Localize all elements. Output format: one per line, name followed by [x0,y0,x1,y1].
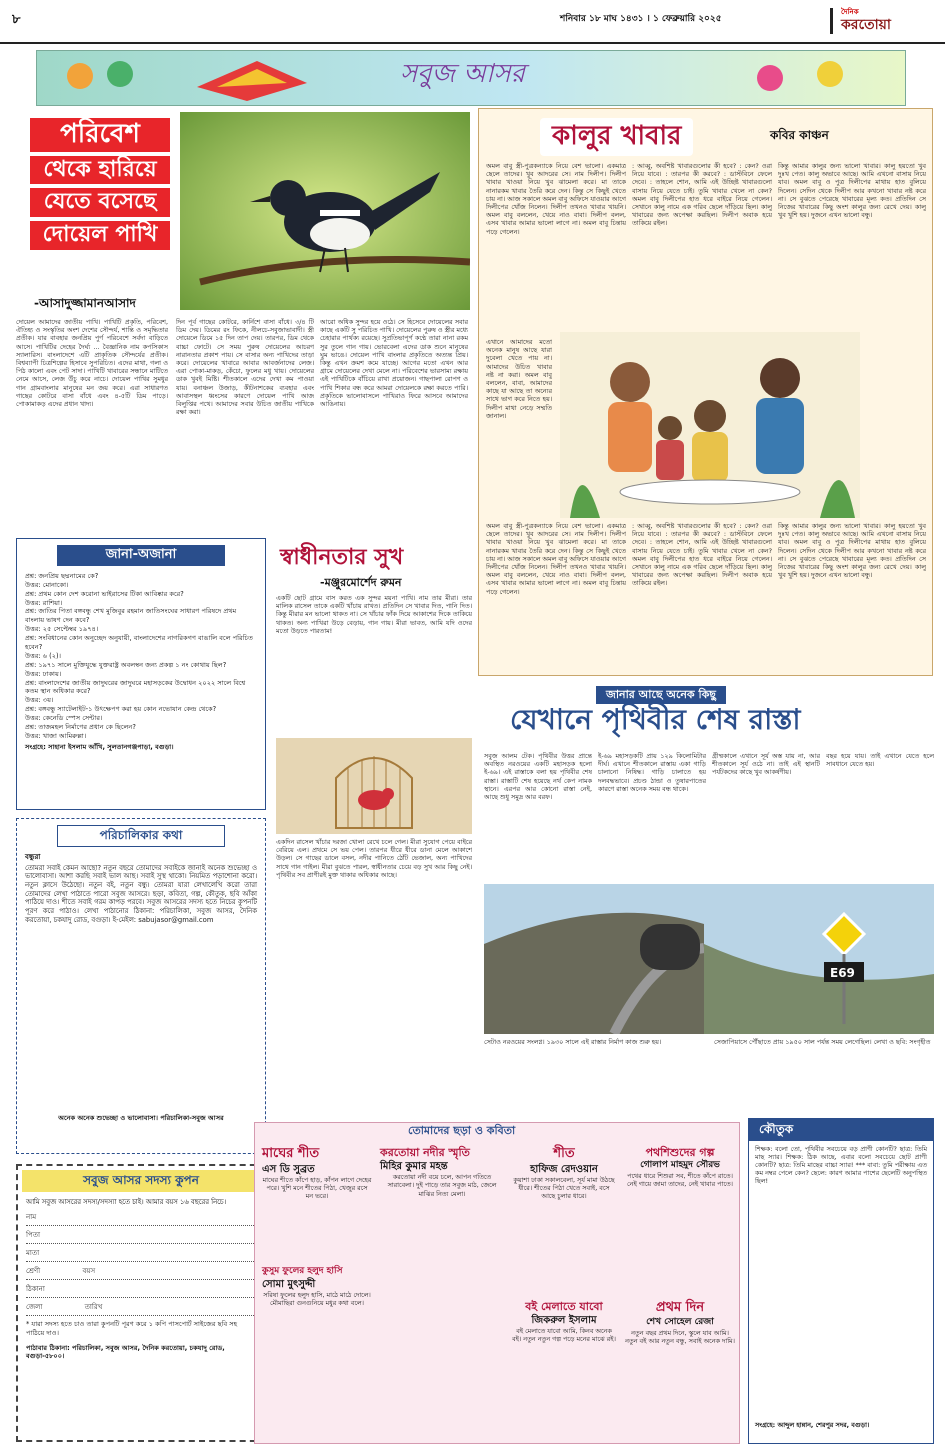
cartoon-kid-icon [107,61,133,87]
poem-title: মাঘের শীত [262,1146,320,1161]
page-header [0,0,945,44]
quiz-line: প্রশ্ন: জাতির পিতা বঙ্গবন্ধু শেখ মুজিবুর রহমান জাতিসংঘের সাধারণ পরিষদে প্রথম বাংলায় ভাষণ দেন কবে? [25,607,237,625]
poem-title: পথশিশুদের গল্প [645,1146,715,1159]
poem-title: বই মেলাতে যাবো [525,1300,603,1313]
headline-line: থেকে হারিয়ে [30,156,170,185]
story-bottom-text: : আব্বু, অবশিষ্ট খাবারগুলোর কী হবে? : কেন? ওরা নিয়ে যাবে। : তারপর কী করবে? : ডাস্টবিনে ফেলে দেবে। : তাহলে শোন, আমি এই উচ্ছিষ্ট খাবারগুলো বাসায় নিয়ে যেতে চাই। তুমি খাবার খেলে না কেন? অমল বাবু দিলীপের হাত ধরে বাইরে নিয়ে গেলেন। সেখানে কালু নামে এক গরিব ছেলে দাঁড়িয়ে ছিল। কালু খাবারের জন্য অপেক্ষা করছিল। দিলীপ অবাক হয়ে তাকিয়ে রইল। [632,522,772,588]
date-line: শনিবার ১৮ মাঘ ১৪৩১ । ১ ফেব্রুয়ারি ২০২৫ [560,14,722,24]
travel-column: সেজাপিয়াসে পৌঁছাতে প্রায় ১৯৫০ সাল পর্যন্ত সময় লেগেছিল। লেখা ও ছবি: সংগৃহীত [714,1038,931,1046]
poem-author: এস ডি সুব্রত [262,1163,315,1175]
editor-note-sign: অনেক অনেক শুভেচ্ছা ও ভালোবাসা। পরিচালিকা-সবুজ আসর [58,1113,224,1122]
bird-cage-photo [276,738,472,834]
quiz-line: প্রশ্ন: জনপ্রিয় ছদ্মনামের কে? [25,571,99,580]
coupon-field[interactable]: মাতা [26,1244,256,1262]
poem-text: বই মেলাতে যাবো আমি, কিনব অনেক বই। নতুন নতুন গল্প পড়ে মনের মাঝে রই। [512,1327,616,1344]
poem-title: প্রথম দিন [655,1300,705,1315]
coupon-field[interactable]: জেলা তারিখ [26,1298,256,1316]
editor-note-body: তোমরা সবাই কেমন আছো? নতুন বছরে তোমাদের সবাইকে জানাই অনেক শুভেচ্ছা ও ভালোবাসা। আশা করছি সবাই ভাল আছ। সবাই সুস্থ থাকো। নিয়মিত পড়াশোনা করো। নতুন ক্লাসে উঠেছো। নতুন বই, নতুন বন্ধু। তোমরা যারা লেখালেখি করো তারা তোমাদের লেখা পাঠাতে পারো সবুজ আসরে। ছড়া, কবিতা, গল্প, কৌতুক, ছবি আঁকা পাঠিয়ে দাও। শীতে সবাই গরম কাপড় পরবে। সবুজ আসরের সদস্য হতে নিচের কুপনটি পূরণ করে পাঠাও। লেখা পাঠানোর ঠিকানা: পরিচালিকা, সবুজ আসর, দৈনিক করতোয়া, চকযাদু রোড, বগুড়া। ই-মেইল: sabujasor@gmail.com [25,863,257,924]
poem [624,1300,736,1429]
page-number: ৮ [12,12,21,27]
travel-kicker: জানার আছে অনেক কিছু [596,686,726,704]
kite-icon [197,57,307,101]
story-column: : আব্বু, অবশিষ্ট খাবারগুলোর কী হবে? : কেন? ওরা নিয়ে যাবে। : তারপর কী করবে? : ডাস্টবিনে ফেলে দেবে। : তাহলে শোন, আমি এই উচ্ছিষ্ট খাবারগুলো বাসায় নিয়ে যেতে চাই। তুমি খাবার খেলে না কেন? অমল বাবু দিলীপের হাত ধরে বাইরে নিয়ে গেলেন। সেখানে কালু নামে এক গরিব ছেলে দাঁড়িয়ে ছিল। কালু খাবারের জন্য অপেক্ষা করছিল। দিলীপ অবাক হয়ে তাকিয়ে রইল। [632,162,772,228]
quiz-line: উত্তর: ৬ (২)। [25,651,61,660]
poem [512,1146,616,1286]
coupon-field[interactable]: শ্রেণী বয়স [26,1262,256,1280]
poem [262,1146,372,1260]
headline-line: পরিবেশ [30,118,170,152]
poem-text: নতুন বছর প্রথম দিনে, স্কুলে যাব আমি। নতুন বই আর নতুন বন্ধু, সবাই অনেক দামি। [625,1328,735,1345]
quiz-line: উত্তর: মোনাকো। [25,580,69,589]
coupon-intro: আমি সবুজ আসরের সদস্য/সদস্যা হতে চাই। আমার বয়স ১৬ বছরের নিচে। [26,1197,227,1206]
logo-small: দৈনিক [841,8,859,16]
story2-author: -মঞ্জুরমোর্শেদ রুমন [320,576,402,589]
story2-body: একদিন রাসেল খাঁচার দরজা খোলা রেখে চলে গেল। মীরা সুযোগ পেয়ে বাইরে বেরিয়ে এল। প্রথমে সে ভয় পেল। তারপর ধীরে ধীরে ডানা মেলে আকাশে উড়ল। সে গাছের ডালে বসল, নদীর পানিতে ঠোঁট ভেজাল, অন্য পাখিদের সাথে গান গাইল। মীরা বুঝতে পারল, স্বাধীনতার চেয়ে বড় সুখ আর কিছু নেই। পৃথিবীর সব প্রাণীরই মুক্ত থাকার অধিকার আছে। [276,838,472,879]
travel-column: গ্রীষ্মকালে এখানে সূর্য অস্ত যায় না, আর শীতকালে সূর্য ওঠে না। তাই এই স্থানটি পর্যটকদের কাছে খুব আকর্ষণীয়। [712,752,820,777]
poem-text: সরিষা ফুলের হলুদ হাসি, মাঠে মাঠে দোলে। মৌমাছিরা গুনগুনিয়ে মধুর কথা বলে। [263,1290,371,1307]
coupon-field[interactable]: নাম [26,1208,256,1226]
magpie-robin-photo [180,112,470,310]
newspaper-logo [830,8,891,34]
poem [262,1266,372,1431]
poems-section-title: তোমাদের ছড়া ও কবিতা [408,1124,516,1137]
coupon-note: * যারা সদস্য হতে চাও তারা কুপনটি পূরণ করে ১ কপি পাসপোর্ট সাইজের ছবি সহ পাঠিয়ে দাও। [26,1320,238,1337]
story-bottom-text: অমল বাবু স্ত্রী-পুত্রকন্যাকে নিয়ে বেশ ভালো। একমাত্র ছেলে তাদের। খুব আদরের সে। নাম দিলীপ। দিলীপ খাবার খাওয়া নিয়ে খুব ঝামেলা করে। মা তাকে নানারকম খাবার তৈরি করে দেন। কিন্তু সে কিছুই খেতে চায় না। আজ সকালে অমল বাবু অফিসে যাওয়ার আগে দিলীপের খোঁজ নিলেন। দিলীপ তখনও খাবার খায়নি। অমল বাবু বললেন, খেয়ে নাও বাবা। দিলীপ বলল, এসব খাবার আমার ভালো লাগে না। অমল বাবু চিন্তায় পড়ে গেলেন। [486,522,626,596]
story-author: কবির কাঞ্চন [770,128,829,142]
story-column: এখানে আমাদের মতো অনেক মানুষ আছে যারা দুবেলা খেতে পায় না। আমাদের উচিত খাবার নষ্ট না করা। অমল বাবু বললেন, বাবা, আমাদের কাছে যা আছে তা অন্যের সাথে ভাগ করে নিতে হয়। দিলীপ মাথা নেড়ে সম্মতি জানাল। [486,338,552,420]
poem-text: পথের ধারে শিশুরা সব, শীতে কাঁপে রাতে। নেই গায়ে জামা তাদের, নেই খাবার পাতে। [627,1171,733,1189]
headline-line: দোয়েল পাখি [30,221,170,250]
travel-column: ই-৬৯ মহাসড়কটি প্রায় ১২৯ কিলোমিটার দীর্ঘ। এখানে শীতকালে রাস্তায় একা গাড়ি চালানো নিষিদ্ধ। গাড়ি চালাতে হয় দলবদ্ধভাবে। প্রচণ্ড ঠান্ডা ও তুষারপাতের কারণে রাস্তা অনেক সময় বন্ধ থাকে। [598,752,706,793]
poem-title: শীত [553,1146,575,1161]
quiz-line: প্রশ্ন: বঙ্গবন্ধু স্যাটেলাইট-১ উৎক্ষেপণ করা হয় কোন নভোযান কেন্দ্র থেকে? [25,705,217,714]
cartoon-kid-icon [817,61,843,87]
quiz-line: উত্তর: ঢাকায়। [25,669,62,678]
story-column: অমল বাবু স্ত্রী-পুত্রকন্যাকে নিয়ে বেশ ভালো। একমাত্র ছেলে তাদের। খুব আদরের সে। নাম দিলীপ। দিলীপ খাবার খাওয়া নিয়ে খুব ঝামেলা করে। মা তাকে নানারকম খাবার তৈরি করে দেন। কিন্তু সে কিছুই খেতে চায় না। আজ সকালে অমল বাবু অফিসে যাওয়ার আগে দিলীপের খোঁজ নিলেন। দিলীপ তখনও খাবার খায়নি। অমল বাবু বললেন, খেয়ে নাও বাবা। দিলীপ বলল, এসব খাবার আমার ভালো লাগে না। অমল বাবু চিন্তায় পড়ে গেলেন। [486,162,626,236]
quiz-line: উত্তর: ৩য়। [25,696,54,705]
article-doel-title [30,118,170,250]
quiz-line: প্রশ্ন: প্রথম কোন দেশ করোনা ভাইরাসের টিকা আবিষ্কার করে? [25,589,184,598]
arctic-road-photo [484,884,934,1034]
cartoon-kid-icon [67,63,93,89]
editor-salutation: বন্ধুরা [25,852,41,861]
article-column: দিন পূর্ব গাছের কোটরে, কার্নিশে বাসা বাঁধে। ৩/৪ টি ডিম দেয়। ডিমের রং ফিকে, নীলচে-সবুজাভাবাদী। স্ত্রী দোয়েলে ডিমে ১৫ দিন তাপ দেয়। তারপর, ডিম থেকে বাচ্চা ফোটে। সে সময় পুরুষ দোয়েলের আচরণ নারানতার প্রকাশ পায়। সে বাসার অন্য পাখিদের তাড়া করে। দোয়েলের খাবারে আবার আবর্জনাদের লেজ। এরা পোকা-মাকড়, কেঁচো, ফুলের মধু খায়। দোয়েলের ডাক খুবই মিষ্টি। শীতকালে এদের দেখা কম পাওয়া যায়। বনাঞ্চল উজাড়, কীটনাশকের ব্যবহার এবং আবাসস্থল ধ্বংসের কারণে দোয়েল পাখি আজ বিলুপ্তির পথে। আমাদের সবার উচিত জাতীয় পাখিকে রক্ষা করা। [176,318,314,417]
poem-author: মিহির কুমার মহন্ত [380,1161,448,1173]
quiz-line: প্রশ্ন: সংবিধানের কোন অনুচ্ছেদ অনুযায়ী, বাংলাদেশের নাগরিকগণ বাঙালি বলে পরিচিত হবেন? [25,634,253,652]
jokes-title: কৌতুক [749,1119,933,1141]
road-sign-label: E69 [830,966,855,980]
story-title: কালুর খাবার [540,118,693,156]
quiz-box [16,538,266,810]
article-column: দোয়েল আমাদের জাতীয় পাখি। পাখিটি প্রকৃতি, পরিবেশ, ঐতিহ্য ও সংস্কৃতির অংশ দেশের সৌন্দর্য, শান্তি ও সমৃদ্ধিতার প্রতীক। যার বাবহার জনপ্রিয় পুর্ণ পরিবেশে সর্বদা বাড়িতে আসে। পাখিটির দেহের দৈর্ঘ্য ... বৈজ্ঞানিক নাম কপসিকাস স্যালারিস। বাংলাদেশে এটি প্রাকৃতিক সৌন্দর্যের প্রতীক। বিশ্বব্যাপী চিত্রশিল্পের হিসাবে সুপরিচিত। এদের মাথা, গলা ও পিঠ কালো এবং পেট সাদা। পাখিটি খাবারের সন্ধানে মাটিতে নেমে আসে, লেজ উঁচু করে নাচে। দোয়েল পাখির সুমধুর গান গ্রামবাংলার মানুষের মন জয় করে। এরা সাধারণত গাছের কোটরে বাসা বাঁধে এবং ৪-৫টি ডিম পাড়ে। পোকামাকড় এদের প্রধান খাদ্য। [16,318,168,408]
poem-author: হাফিজ রেদওয়ান [530,1163,598,1175]
logo-main: করতোয়া [841,17,891,33]
coupon-field[interactable]: পিতা [26,1226,256,1244]
poem [512,1300,616,1427]
poem-text: কুয়াশা ঢাকা সকালবেলা, সূর্য মামা উঠছে ধীরে। শীতের পিঠা খেতে সবাই, বসে আছে চুলার ধারে। [513,1175,615,1201]
quiz-list [17,572,265,752]
coupon-address: পাঠাবার ঠিকানা: পরিচালিকা, সবুজ আসর, দৈনিক করতোয়া, চকযাদু রোড, বগুড়া-৫৮০০। [26,1343,225,1361]
poem-author: সোমা মুৎসুদ্দী [262,1278,316,1290]
travel-column: বছর হয়ে যায়। তাই এখানে যেতে হলে সাবধানে যেতে হয়। [826,752,934,769]
poem [380,1146,504,1443]
jokes-credit: সংগ্রহে: আব্দুল হান্নান, শেরপুর সদর, বগুড়া। [755,1420,870,1429]
travel-column: সবুজ আলম টেক। পৃথিবীর উত্তর প্রান্তে অবস্থিত নরওয়ের একটি মহাসড়ক হলো ই-৬৯। এই রাস্তাকে বলা হয় পৃথিবীর শেষ রাস্তা। রাস্তাটি শেষ হয়েছে নর্থ কেপ নামক স্থানে। এরপর আর কোনো রাস্তা নেই, আছে শুধু সমুদ্র আর বরফ। [484,752,592,801]
article-column: আরো অধিক সুন্দর হয়ে ওঠে। সে হিসেবে দোয়েলের সবার কাছে একটি সু পরিচিত পাখি। দোয়েলের পুরুষ ও স্ত্রীর মধ্যে চেহারার পার্থক্য রয়েছে। সুপ্রতিভাপূর্ণ কণ্ঠে তারা নানা রকম সুর তুলে গান গায়। ভোরবেলা এদের ডাক শুনে মানুষের ঘুম ভাঙে। দোয়েল পাখি বাংলার প্রকৃতিতে অত্যন্ত প্রিয়। কিন্তু এখন ক্রমশ কমে যাচ্ছে। আগের মতো এখন আর গ্রামে দোয়েলের দেখা মেলে না। পরিবেশের ভারসাম্য রক্ষায় এই পাখিটিকে বাঁচিয়ে রাখা প্রয়োজন। গাছপালা রোপণ ও পাখি শিকার বন্ধ করে আমরা দোয়েলকে রক্ষা করতে পারি। প্রকৃতিকে ভালোবাসলে পাখিরাও ফিরে আসবে আমাদের আঙিনায়। [320,318,468,408]
poem-author: শেখ সোহেল রেজা [646,1316,714,1327]
quiz-line: প্রশ্ন: বাংলাদেশের জাতীয় জাদুঘরের জাদুঘরে মহাসড়কের উদ্বোধন ২০২২ সালে বিশ্বে কতম স্থান অধিকার করে? [25,678,246,696]
story-bottom-text: কিন্তু আমার কালুর জন্য ভালো খাবার। কালু হয়তো খুব দুঃখ পেত। কালু অভাবে আছে। আমি এখনো বাসায় নিয়ে যাব। অমল বাবু ও পুত্র দিলীপের মাথায় হাত বুলিয়ে দিলেন। সেদিন থেকে দিলীপ আর কখনো খাবার নষ্ট করে না। সে বুঝতে পেরেছে খাবারের মূল্য কত। প্রতিদিন সে নিজের খাবারের কিছু অংশ কালুর জন্য রেখে দেয়। কালু খুব খুশি হয়। দুজনে এখন ভালো বন্ধু। [778,522,926,580]
quiz-line: উত্তর: ২৫ সেপ্টেম্বর ১৯৭৪। [25,625,99,634]
quiz-title: জানা-অজানা [57,545,225,566]
banner-title: সবুজ আসর [400,59,525,89]
family-illustration [560,332,860,518]
jokes-box [748,1118,934,1444]
story2-body: একটি ছোট গ্রামে বাস করত এক সুন্দর ময়না পাখি। নাম তার মীরা। তার মালিক রাসেল তাকে একটি খাঁচায় রাখত। প্রতিদিন সে খাবার দিত, পানি দিত। কিন্তু মীরার মন ভালো থাকত না। সে খাঁচার ফাঁক দিয়ে আকাশের দিকে তাকিয়ে থাকত। অন্য পাখিরা উড়ে বেড়ায়, গান গায়। মীরা ভাবত, আমি যদি ওদের মতো উড়তে পারতাম! [276,594,472,635]
editor-note-box [16,818,266,1154]
quiz-line: উত্তর: খাজা আমিরুল্লা। [25,731,87,740]
quiz-line: উত্তর: রাশিয়া। [25,598,63,607]
poem [624,1146,736,1292]
poem-title: করতোয়া নদীর স্মৃতি [380,1146,470,1159]
quiz-line: প্রশ্ন: তাজমহল নির্মাণের প্রধান কে ছিলেন? [25,723,136,732]
poem-title: কুসুম ফুলের হলুদ হাসি [262,1266,343,1276]
editor-note-title: পরিচালিকার কথা [57,825,225,847]
travel-column: সেটাও নরওয়ের সংলগ্ন। ১৯৩০ সালে এই রাস্তার নির্মাণ কাজ শুরু হয়। [484,1038,662,1046]
quiz-line: প্রশ্ন: ১৯৭১ সালে মুক্তিযুদ্ধে যুক্তরাষ্ট্র অবলম্বন জন্য প্রকল্প ১ নং কোথায় ছিল? [25,660,227,669]
quiz-credit: সংগ্রহে: সাহানা ইসলাম আঁখি, সুলতানগঞ্জপাড়া, বগুড়া। [25,742,174,751]
poem-author: গোলাপ মাহমুদ সৌরভ [640,1160,720,1171]
story2-title: স্বাধীনতার সুখ [280,545,404,570]
cartoon-kid-icon [757,65,783,91]
travel-title: যেখানে পৃথিবীর শেষ রাস্তা [510,703,801,736]
coupon-box [16,1164,266,1442]
article-author: -আসাদুজ্জামানআসাদ [34,296,136,310]
poem-text: করতোয়া নদী বয়ে চলে, আপন গতিতে সারাবেলা। দুই পাড়ে তার সবুজ মাঠ, জেলে মাঝির নিত্য মেলা। [387,1173,497,1198]
poem-author: জিকরুল ইসলাম [531,1315,597,1327]
poem-text: মাঘের শীতে কাঁপে হাড়, কাঁপন লাগে দেহের পরে। খুশি মনে শীতের পিঠা, খেজুর রসে মন ভরে। [262,1175,372,1201]
coupon-field[interactable]: ঠিকানা [26,1280,256,1298]
quiz-line: উত্তর: কেনেডি স্পেস সেন্টার। [25,714,103,723]
story-column: কিন্তু আমার কালুর জন্য ভালো খাবার। কালু হয়তো খুব দুঃখ পেত। কালু অভাবে আছে। আমি এখনো বাসায় নিয়ে যাব। অমল বাবু ও পুত্র দিলীপের মাথায় হাত বুলিয়ে দিলেন। সেদিন থেকে দিলীপ আর কখনো খাবার নষ্ট করে না। সে বুঝতে পেরেছে খাবারের মূল্য কত। প্রতিদিন সে নিজের খাবারের কিছু অংশ কালুর জন্য রেখে দেয়। কালু খুব খুশি হয়। দুজনে এখন ভালো বন্ধু। [778,162,926,220]
headline-line: যেতে বসেছে [30,188,170,217]
coupon-title: সবুজ আসর সদস্য কুপন [22,1170,260,1192]
jokes-text: শিক্ষক: বলো তো, পৃথিবীর সবচেয়ে বড় প্রাণী কোনটি? ছাত্র: তিমি মাছ স্যার। শিক্ষক: ঠিক আছে, এবার বলো সবচেয়ে ছোট প্রাণী কোনটি? ছাত্র: তিমি মাছের বাচ্চা স্যার! *** বাবা: তুমি পরীক্ষায় এত কম নম্বর পেলে কেন? ছেলে: কারণ আমার পাশের ছেলেটি অনুপস্থিত ছিল! [755,1144,927,1186]
